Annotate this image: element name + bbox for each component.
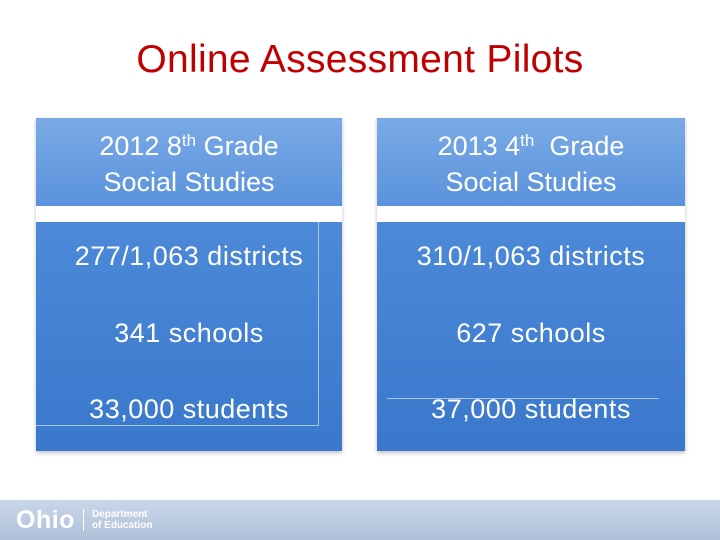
card-heading-ordinal: th [520,131,535,150]
pilot-card-2012 [36,118,342,451]
pilot-card-2013 [377,118,685,451]
districts-stat: 310/1,063 districts [416,241,646,271]
department-line-1: Department [91,509,148,520]
page-title: Online Assessment Pilots [136,38,584,81]
department-line-2: of Education [91,520,153,531]
card-divider [36,206,342,222]
card-heading-year-grade: 2012 8 [99,131,182,161]
decorative-line [36,425,319,426]
card-heading-grade-word: Grade [196,131,279,161]
card-heading-subject: Social Studies [103,167,275,197]
districts-stat: 277/1,063 districts [74,241,304,271]
students-stat: 37,000 students [431,394,631,424]
schools-stat: 627 schools [456,318,606,348]
logo-separator [83,509,84,531]
ohio-department-of-education-logo [16,504,153,536]
footer-bar [0,500,720,540]
card-heading-ordinal: th [181,131,197,150]
card-heading [36,128,342,200]
students-stat: 33,000 students [89,394,289,424]
card-heading-grade-word: Grade [534,131,625,161]
department-name [92,509,153,531]
schools-stat: 341 schools [114,318,264,348]
card-heading-subject: Social Studies [445,167,617,197]
ohio-logo-text: Ohio [16,505,75,534]
card-heading-year-grade: 2013 4 [437,131,521,161]
card-heading [377,128,685,200]
card-divider [377,206,685,222]
